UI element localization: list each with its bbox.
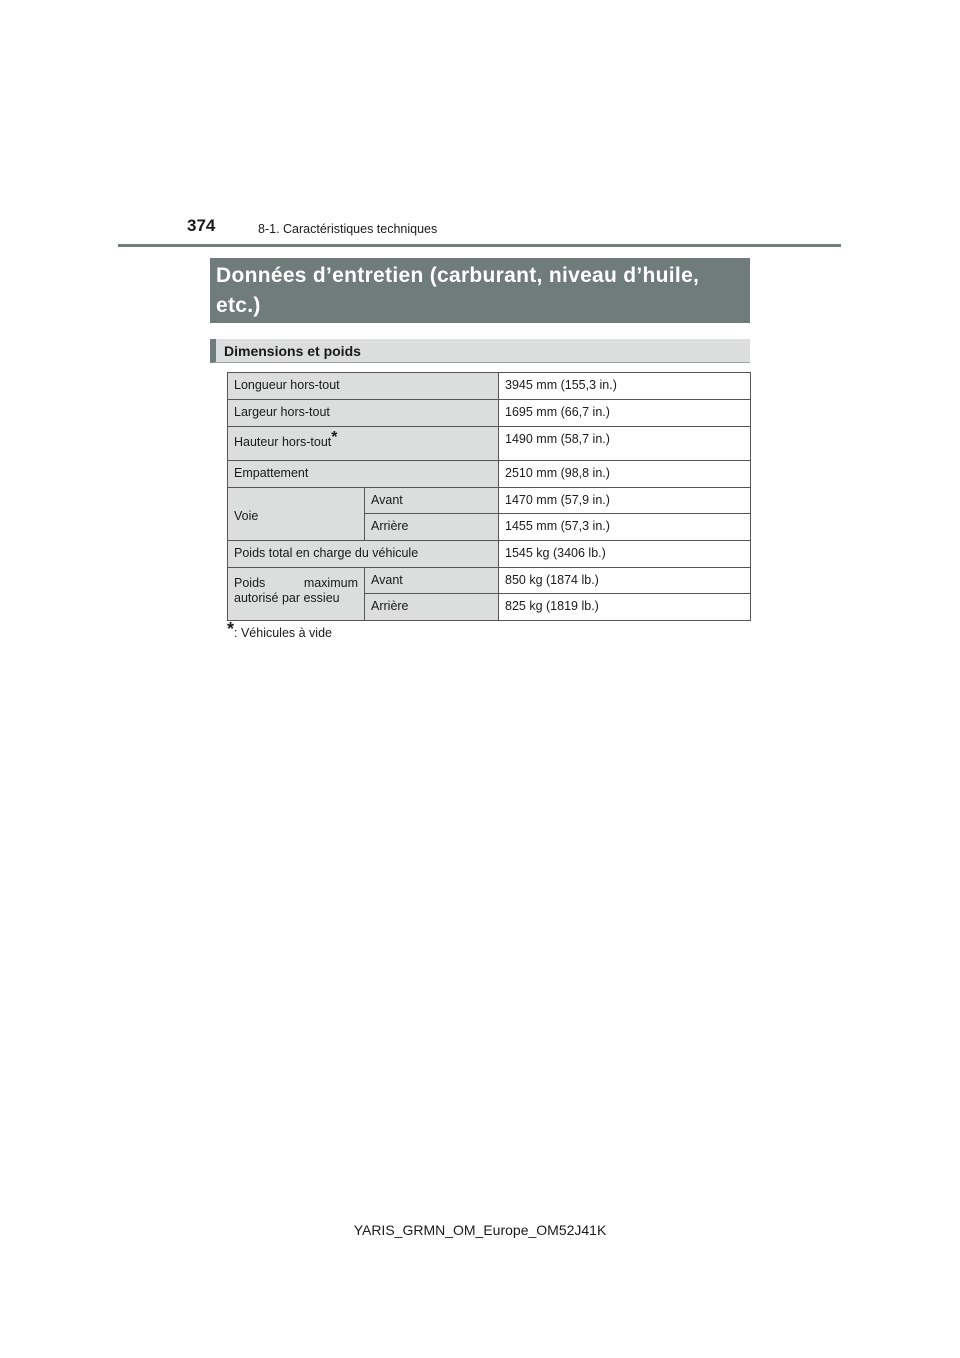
specs-table bbox=[227, 372, 751, 621]
footnote-marker: * bbox=[331, 429, 338, 446]
row-label: Poids total en charge du véhicule bbox=[228, 541, 499, 568]
row-label-cell bbox=[228, 427, 499, 461]
document-id: YARIS_GRMN_OM_Europe_OM52J41K bbox=[353, 1222, 607, 1238]
row-label: Empattement bbox=[228, 461, 499, 488]
footnote-text: : Véhicules à vide bbox=[234, 626, 332, 640]
row-value: 1695 mm (66,7 in.) bbox=[499, 400, 751, 427]
footnote bbox=[227, 619, 332, 640]
row-label: Hauteur hors-tout bbox=[234, 435, 332, 449]
header-rule bbox=[118, 244, 841, 247]
table-row bbox=[228, 400, 751, 427]
page-number: 374 bbox=[187, 216, 216, 235]
page-title: Données d’entretien (carburant, niveau d’huile, etc.) bbox=[210, 258, 750, 323]
footnote-marker: * bbox=[227, 619, 235, 639]
sub-label: Avant bbox=[365, 568, 499, 594]
table-row bbox=[228, 568, 751, 594]
row-value: 1470 mm (57,9 in.) bbox=[499, 488, 751, 514]
row-label: Largeur hors-tout bbox=[228, 400, 499, 427]
row-value: 3945 mm (155,3 in.) bbox=[499, 373, 751, 400]
group-label: Poids maximum autorisé par essieu bbox=[228, 568, 365, 621]
sub-label: Arrière bbox=[365, 594, 499, 621]
table-row bbox=[228, 488, 751, 514]
sub-label: Arrière bbox=[365, 514, 499, 541]
row-value: 850 kg (1874 lb.) bbox=[499, 568, 751, 594]
row-value: 1490 mm (58,7 in.) bbox=[499, 427, 751, 461]
table-row bbox=[228, 461, 751, 488]
row-value: 1455 mm (57,3 in.) bbox=[499, 514, 751, 541]
table-row bbox=[228, 427, 751, 461]
section-label: 8-1. Caractéristiques techniques bbox=[258, 222, 438, 236]
row-value: 1545 kg (3406 lb.) bbox=[499, 541, 751, 568]
group-label: Voie bbox=[228, 488, 365, 541]
row-label: Longueur hors-tout bbox=[228, 373, 499, 400]
row-value: 825 kg (1819 lb.) bbox=[499, 594, 751, 621]
sub-label: Avant bbox=[365, 488, 499, 514]
row-value: 2510 mm (98,8 in.) bbox=[499, 461, 751, 488]
table-row bbox=[228, 541, 751, 568]
section-subheading: Dimensions et poids bbox=[210, 339, 750, 363]
table-row bbox=[228, 373, 751, 400]
